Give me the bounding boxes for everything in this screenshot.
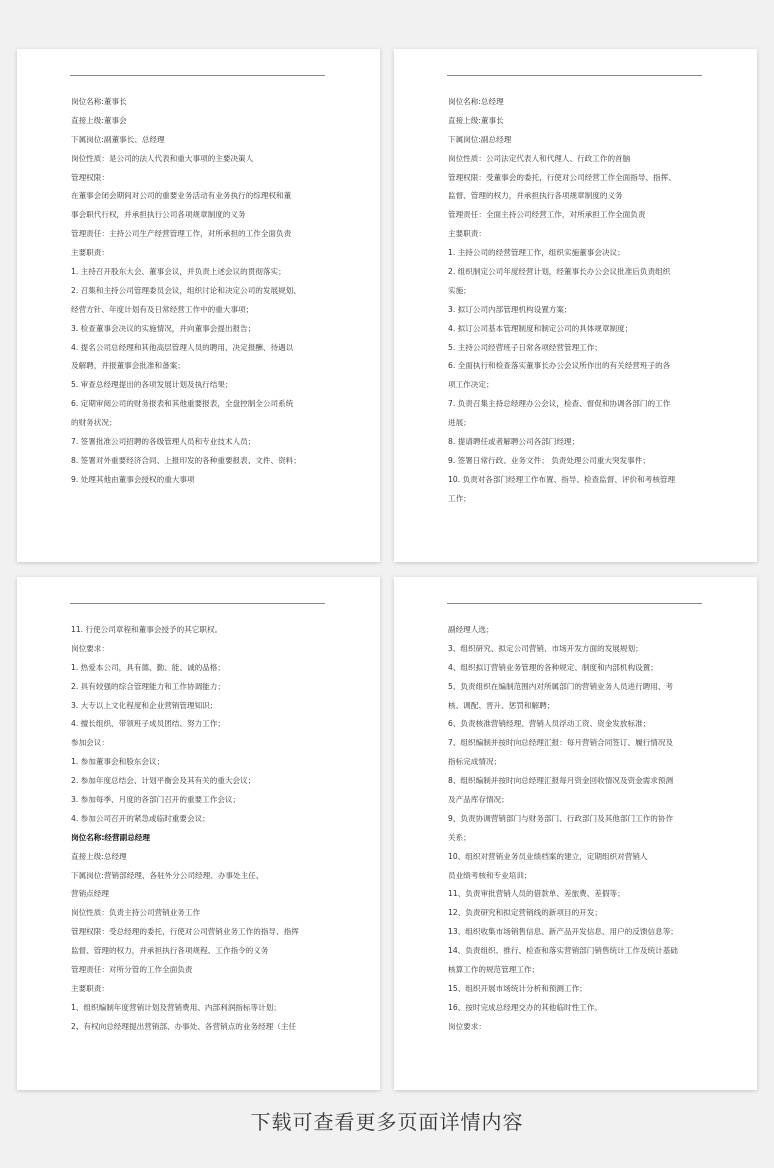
text-line: 8. 签署对外重要经济合同、上报印发的各种重要报表、文件、资料； <box>71 455 301 465</box>
text-line: 核、调配、晋升、惩罚和解聘； <box>448 700 555 710</box>
text-line: 8. 提请聘任或者解聘公司各部门经理； <box>448 437 580 447</box>
text-line: 2. 具有较强的综合管理能力和工作协调能力； <box>71 681 225 691</box>
text-line: 8、组织编制并按时向总经理汇报每月资金回收情况及资金需求预测 <box>448 776 674 786</box>
text-line: 管理权限：受董事会的委托，行使对公司经营工作全面指导、指挥、 <box>448 172 676 182</box>
text-line: 直接上级:董事长 <box>448 115 504 125</box>
text-line: 及产品库存情况； <box>448 795 509 805</box>
text-line: 及解聘，并报董事会批准和备案； <box>71 361 185 371</box>
text-line: 2、有权向总经理提出营销部、办事处、各营销点的业务经理（主任 <box>71 1021 297 1031</box>
text-line: 5、负责组织在编制范围内对所属部门的营销业务人员进行聘用、考 <box>448 681 674 691</box>
text-line: 3. 参加每季、月度的各部门召开的重要工作会议； <box>71 795 241 805</box>
text-line: 经营方针、年度计划有及日常经营工作中的重大事项； <box>71 304 254 314</box>
text-line: 的财务状况； <box>71 418 117 428</box>
text-line: 监督、管理的权力，并承担执行各项规程、工作指令的义务 <box>71 946 269 956</box>
text-line: 16、按时完成总经理交办的其他临时性工作。 <box>448 1002 602 1012</box>
text-line: 下属岗位:营销部经理、各驻外分公司经理、办事处主任、 <box>71 870 264 880</box>
text-line: 3、组织研究、拟定公司营销、市场开发方面的发展规划； <box>448 643 643 653</box>
text-line: 监督、管理的权力，并承担执行各项规章制度的义务 <box>448 191 623 201</box>
text-line: 9. 处理其他由董事会授权的重大事项 <box>71 474 195 484</box>
text-line: 岗位要求： <box>448 1021 486 1031</box>
document-page-4 <box>394 577 757 1090</box>
text-line: 岗位性质：是公司的法人代表和重大事项的主要决策人 <box>71 153 254 163</box>
text-line: 事会职代行权，并承担执行公司各项规章制度的义务 <box>71 210 246 220</box>
text-line: 1. 主持召开股东大会、董事会议，并负责上述会议的贯彻落实； <box>71 267 286 277</box>
text-line: 6、负责核准营销经理、营销人员浮动工资、资金发放标准； <box>448 719 651 729</box>
text-line: 核算工作的规范管理工作； <box>448 965 540 975</box>
text-line: 营销点经理 <box>71 889 109 899</box>
header-rule <box>447 603 702 604</box>
page-text <box>71 93 328 490</box>
text-line: 下属岗位:副总经理 <box>448 134 512 144</box>
download-more-prompt[interactable]: 下载可查看更多页面详情内容 <box>250 1110 524 1134</box>
text-line: 管理权限：受总经理的委托，行使对公司营销业务工作的指导、指挥 <box>71 927 299 937</box>
text-line: 1. 主持公司的经营管理工作，组织实施董事会决议； <box>448 248 625 258</box>
text-line: 6. 全面执行和检查落实董事长办公会议所作出的有关经营班子的各 <box>448 361 671 371</box>
text-line: 直接上级:董事会 <box>71 115 127 125</box>
text-line: 11. 行使公司章程和董事会授予的其它职权。 <box>71 625 223 634</box>
text-line: 9、负责协调营销部门与财务部门、行政部门及其他部门工作的协作 <box>448 813 674 823</box>
text-line: 岗位名称:总经理 <box>448 97 504 106</box>
text-line: 指标完成情况； <box>448 757 502 767</box>
text-line: 岗位名称:董事长 <box>71 97 127 106</box>
text-line: 下属岗位:副董事长、总经理 <box>71 134 165 144</box>
header-rule <box>447 75 702 76</box>
text-line: 7、组织编制并按时向总经理汇报：每月营销合同签订、履行情况及 <box>448 738 674 748</box>
text-line: 关系； <box>448 832 471 842</box>
text-line: 1、组织编制年度营销计划及营销费用、内部利润指标等计划； <box>71 1002 281 1012</box>
text-line: 7. 签署批准公司招聘的各级管理人员和专业技术人员； <box>71 437 256 447</box>
text-line: 直接上级:总经理 <box>71 851 127 861</box>
text-line: 4. 参加公司召开的紧急或临时重要会议； <box>71 813 210 823</box>
text-line: 10. 负责对各部门经理工作布置、指导、检查监督、评价和考核管理 <box>448 474 676 484</box>
text-line: 岗位性质：公司法定代表人和代理人、行政工作的首脑 <box>448 153 631 163</box>
text-line: 10、组织对营销业务员业绩档案的建立，定期组织对营销人 <box>448 851 648 861</box>
page-text <box>448 93 705 509</box>
text-line: 1. 参加董事会和股东会议； <box>71 757 165 767</box>
text-line: 在董事会闭会期间对公司的重要业务活动有业务执行的综理权和董 <box>71 191 292 201</box>
text-line: 15、组织开展市场统计分析和预测工作； <box>448 983 587 993</box>
text-line: 管理责任：对所分管的工作全面负责 <box>71 965 193 975</box>
document-page-3 <box>17 577 380 1090</box>
text-line: 3. 拟订公司内部管理机构设置方案； <box>448 304 572 314</box>
text-line: 6. 定期审阅公司的财务报表和其他重要报表，全盘控制全公司系统 <box>71 399 294 409</box>
text-line: 3. 检查董事会决议的实施情况，并向董事会提出报告； <box>71 323 256 333</box>
text-line: 主要职责： <box>71 983 109 993</box>
text-line: 4. 拟订公司基本管理制度和制定公司的具体规章制度； <box>448 323 633 333</box>
header-rule <box>70 603 325 604</box>
text-line: 9. 签署日常行政、业务文件； 负责处理公司重大突发事件； <box>448 455 650 465</box>
text-line: 4. 提名公司总经理和其他高层管理人员的聘用、决定报酬、待遇以 <box>71 342 294 352</box>
text-line: 岗位要求： <box>71 643 109 653</box>
text-line: 11、负责审批营销人员的借款单、差旅费、差假等； <box>448 889 625 899</box>
text-line: 7. 负责召集主持总经理办公会议，检查、督促和协调各部门的工作 <box>448 399 671 409</box>
text-line: 13、组织收集市场销售信息、新产品开发信息、用户的反馈信息等； <box>448 927 678 937</box>
text-line: 员业绩考核和专业培训； <box>448 870 532 880</box>
text-line: 5. 审查总经理提出的各项发展计划及执行结果； <box>71 380 233 390</box>
text-line: 进展； <box>448 418 471 428</box>
document-page-2 <box>394 49 757 562</box>
text-line: 2. 参加年度总结会、计划平衡会及其有关的重大会议； <box>71 776 256 786</box>
text-line: 2. 组织制定公司年度经营计划，经董事长办公会议批准后负责组织 <box>448 267 671 277</box>
text-line: 管理权限： <box>71 172 109 182</box>
text-line: 管理责任：主持公司生产经营管理工作，对所承担的工作全面负责 <box>71 229 292 239</box>
text-line: 工作； <box>448 493 471 503</box>
text-line: 14、负责组织、推行、检查和落实营销部门销售统计工作及统计基础 <box>448 946 678 956</box>
text-line: 3. 大专以上文化程度和企业营销管理知识； <box>71 700 218 710</box>
text-line: 副经理人选； <box>448 625 494 634</box>
text-line: 4. 擅长组织、带领班子成员团结、努力工作； <box>71 719 225 729</box>
text-line: 主要职责： <box>71 248 109 258</box>
text-line: 5. 主持公司经营班子日常各项经营管理工作； <box>448 342 602 352</box>
text-line: 实施； <box>448 285 471 295</box>
text-line: 4、组织拟订营销业务管理的各种规定、制度和内部机构设置； <box>448 662 658 672</box>
page-text <box>71 621 328 1037</box>
page-text <box>448 621 705 1037</box>
text-line: 岗位名称:经营副总经理 <box>71 832 150 842</box>
text-line: 岗位性质：负责主持公司营销业务工作 <box>71 908 201 918</box>
text-line: 2. 召集和主持公司管理委员会议，组织讨论和决定公司的发展规划、 <box>71 285 301 295</box>
text-line: 主要职责： <box>448 229 486 239</box>
document-page-1 <box>17 49 380 562</box>
text-line: 项工作决定； <box>448 380 494 390</box>
header-rule <box>70 75 325 76</box>
text-line: 管理责任：全面主持公司经营工作，对所承担工作全面负责 <box>448 210 646 220</box>
text-line: 12、负责研究和拟定营销线的新项目的开发； <box>448 908 602 918</box>
text-line: 参加会议： <box>71 738 109 748</box>
text-line: 1. 热爱本公司，具有德、勤、能、诚的品格； <box>71 662 225 672</box>
